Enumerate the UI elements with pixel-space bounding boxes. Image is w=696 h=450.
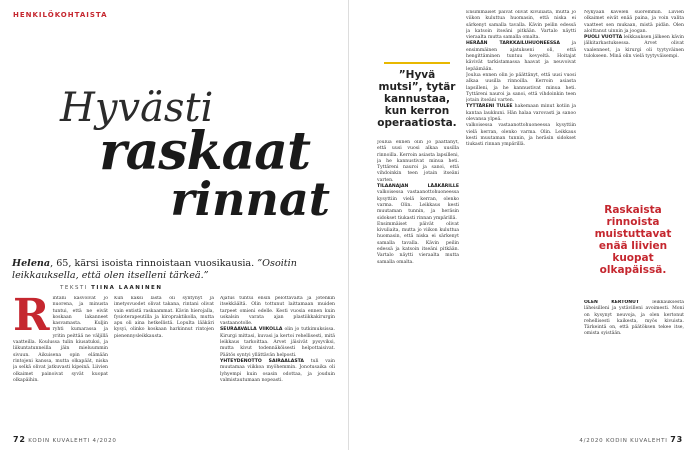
body-text: Ajatus tuntui ensin pelottavalta ja jotenkin itsekkäältä. Olin tottunut laittamaan muiden tarpeet omieni edelle. Kesti vuosia ennen kuin uskalsin varata ajan plastiikkakirurgin vastaanotolle. xyxy=(220,296,335,327)
body-column-4 xyxy=(377,140,459,436)
folio-text: KODIN KUVALEHTI 4/2020 xyxy=(28,438,117,444)
body-column-6 xyxy=(584,10,684,200)
body-text: Joulua ennen olin jo päättänyt, että uusi vuosi alkaa uusilla rinnoilla. Kerroin asiasta lapsilleni, ja he kannustivat minua heti. Tyttäreni nauroi ja sanoi, että vihdoinkin teen jotain itseäni varten. xyxy=(466,72,576,104)
body-column-7 xyxy=(584,300,684,436)
body-column-1 xyxy=(13,296,108,436)
body-text: hakemaan minut kotiin ja kantaa laukkuni. Hän halaa varovasti ja sanoo olevansa ylpeä. xyxy=(466,104,576,123)
subhead: HERÄÄN TARKKAILUHUONEESSA xyxy=(466,41,560,47)
headline-line-1: Hyvästi xyxy=(60,85,214,131)
body-text: tuli vain muutamaa viikkoa myöhemmin. Jonotusaika oli lyhyempi kuin osasin odottaa, ja jouduin valmistautumaan nopeasti. xyxy=(220,358,335,383)
body-text: Kun kaksi lasta oli syntynyt ja imetysvuodet olivat takana, rintani olivat vain entistä raskaammat. Kävin hierojalla, fysioterapeutilla ja kiropraktikolla, mutta apu oli aina hetkellistä. Lopulta lääkäri kysyi, olinko koskaan harkinnut rintojen pienennysleikkausta. xyxy=(114,296,214,339)
body-text: leikkauksesta läheisilleni ja ystävilleni avoimesti. Moni on kysynyt neuvoja, ja olen kertonut rehellisesti kaikesta, myös kivuista. Tärkeintä on, että päätöksen tekee itse, omista syistään. xyxy=(584,300,684,337)
subhead: PUOLI VUOTTA xyxy=(584,35,623,41)
pull-quote-text: ”Hyvä mutsi”, tytär kannustaa, kun kerron operaatiosta. xyxy=(377,69,457,129)
body-text: olin jo tutkimuksissa. Kirurgi mittasi, kuvasi ja kertoi rehellisesti, mitä leikkaus tarkoittaa. Arvet jäisivät pysyviksi, mutta kivut todennäköisesti helpottaisivat. Päätös syntyi yllättävän helposti. xyxy=(220,327,335,358)
body-text: Joulua ennen olin jo päättänyt, että uusi vuosi alkaa uusilla rinnoilla. Kerroin asiasta lapsilleni, ja he kannustivat minua heti. Tyttäreni nauroi ja sanoi, että vihdoinkin teen jotain itseäni varten. xyxy=(377,140,459,183)
byline xyxy=(60,285,162,291)
body-column-5 xyxy=(466,10,576,436)
body-column-2 xyxy=(114,296,214,436)
quote-rule xyxy=(384,62,450,64)
body-text: Nykyään kävelen suoremmin. Liivien olkaimet eivät enää paina, ja voin valita vaatteet sen mukaan, mistä pidän. Olen aloittanut uinnin ja joogan. xyxy=(584,10,684,34)
pull-quote-1 xyxy=(377,62,457,129)
body-text: valkoisessa vastaanottohuoneessa kysyttiin vielä kerran, olenko varma. Olin. Leikkaus kesti muutaman tunnin, ja heräsin sidokset tiukasti rinnan ympärillä. xyxy=(466,123,576,148)
page-number: 73 xyxy=(670,435,683,444)
folio-left xyxy=(13,435,117,444)
folio-right xyxy=(579,435,683,444)
headline-line-3: rinnat xyxy=(170,172,330,226)
body-column-3 xyxy=(220,296,335,436)
right-page xyxy=(348,0,696,450)
drop-cap: R xyxy=(13,296,50,341)
body-text: leikkauksen jälkeen kävin jälkitarkastuksessa. Arvet olivat vaalenneet, ja kirurgi oli tyytyväinen tulokseen. Minä olin vielä tyytyväisempi. xyxy=(584,35,684,60)
subhead: YHTEYDENOTTO SAIRAALASTA xyxy=(220,358,304,364)
section-tag: HENKILÖKOHTAISTA xyxy=(13,11,108,19)
body-text: intani kasvoivat jo nuorena, ja minusta tuntui, että ne eivät koskaan lakanneet kasvamasta. Kuljin ryhti kumarassa ja yritin peittää ne väljillä vaatteilla. Koulussa tulin kiusatuksi, ja liikuntatunneilla jäin mieluummin sivuun. Aikuisena opin elämään rintojeni kanssa, mutta olkapäät, niska ja selkä olivat jatkuvasti kipeinä. Liivien olkaimet painoivat syvät kuopat olkapäihin. xyxy=(13,296,108,383)
lead-paragraph xyxy=(12,258,342,281)
byline-label: TEKSTI xyxy=(60,285,88,291)
headline-line-2: raskaat xyxy=(99,121,310,182)
body-text: ja ensimmäinen ajatukseni oli, että hengittäminen tuntuu kevyeltä. Hoitajat kävivät tarkistamassa haavat ja neuvoivat lepäämään. xyxy=(466,41,576,72)
body-text: Ensimmäiset päivät olivat kivuliaita, mutta jo viikon kuluttua huomasin, että niska ei särkenyt samalla tavalla. Kävin peilin edessä ja katsoin itseäni pitkään. Vartalo näytti vieraalta mutta samalla omalta. xyxy=(466,10,576,41)
folio-text: 4/2020 KODIN KUVALEHTI xyxy=(579,438,668,444)
pull-quote-2: Raskaista rinnoista muistuttavat enää liivien kuopat olkapäissä. xyxy=(594,204,672,276)
page-number: 72 xyxy=(13,435,26,444)
lead-name: Helena xyxy=(12,258,51,269)
headline xyxy=(40,85,330,226)
body-text: valkoisessa vastaanottohuoneessa kysyttiin vielä kerran, olenko varma. Olin. Leikkaus kesti muutaman tunnin, ja heräsin sidokset tiukasti rinnan ympärillä. xyxy=(377,190,459,221)
subhead: TILAANAJAN LÄÄKÄRILLE xyxy=(377,184,459,190)
lead-quote: ”Osoitin leikkauksella, että olen itselleni tärkeä.” xyxy=(12,258,297,281)
body-text: Ensimmäiset päivät olivat kivuliaita, mutta jo viikon kuluttua huomasin, että niska ei särkenyt samalla tavalla. Kävin peilin edessä ja katsoin itseäni pitkään. Vartalo näytti vieraalta mutta samalla omalta. xyxy=(377,221,459,265)
subhead: OLEN KERTONUT xyxy=(584,300,639,305)
subhead: TYTTÄRENI TULEE xyxy=(466,104,513,110)
subhead: SEURAAVALLA VIIKOLLA xyxy=(220,327,283,333)
lead-text: , 65, kärsi isoista rinnoistaan vuosikausia. xyxy=(50,258,255,269)
byline-author: TIINA LAANINEN xyxy=(91,285,163,291)
